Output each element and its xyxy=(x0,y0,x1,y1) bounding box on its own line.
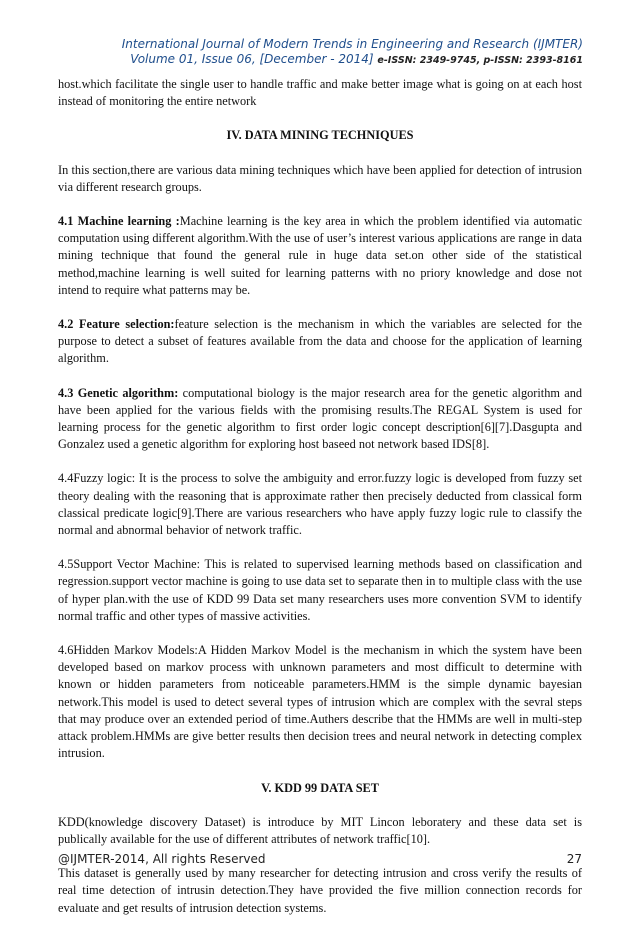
journal-issue-line xyxy=(43,52,583,68)
paragraph-4-6: 4.6Hidden Markov Models:A Hidden Markov Model is the mechanism in which the system have been developed based on markov process with unknown parameters and most difficult to determine with known or hidden parameters from noticeable parameters.HMM is the simple dynamic bayesian network.This model is used to detect several types of intrusion which are complex with the sevral steps that may produce over an extended period of time.Authers describe that the HMMs are well in multi-step attack problem.HMMs are give better results then decision trees and neural network in detecting complex intrusion. xyxy=(58,643,582,761)
footer-copyright: @IJMTER-2014, All rights Reserved xyxy=(58,852,266,866)
paragraph-5-a: KDD(knowledge discovery Dataset) is introduce by MIT Lincon leboratery and these data set is publically available for the use of different attributes of network traffic[10]. xyxy=(58,814,582,846)
paragraph-4-3-heading: 4.3 Genetic algorithm: xyxy=(58,385,179,400)
paragraph-4-2-text: feature selection is the mechanism in which the variables are selected for the purpose to detect a subset of features available from the data and choose for the application of learning algorithm. xyxy=(58,317,582,366)
page-number: 27 xyxy=(566,852,582,866)
paragraph-4-3-text: computational biology is the major research area for the genetic algorithm and have been applied for the various fields with the promising results.The REGAL System is used for learning process for the genetic algorithm to first order logic concept description[6][7].Dasgupta and Gonzalez used a genetic algorithm for exploring host baseed not network based IDS[8]. xyxy=(58,385,583,452)
section-5-heading: V. KDD 99 DATA SET xyxy=(261,780,379,795)
paragraph-4-1-heading: 4.1 Machine learning : xyxy=(58,214,180,229)
paragraph-4-5: 4.5Support Vector Machine: This is related to supervised learning methods based on classification and regression.support vector machine is going to use data set to separate then in to multiple class with the use of hyper plan.with the use of KDD 99 Data set many researchers uses more convention SVM to identify normal traffic and other types of massive activities. xyxy=(58,557,582,623)
paragraph-4-1 xyxy=(58,213,582,299)
journal-volume: Volume 01, Issue 06, [December - 2014] xyxy=(130,52,374,66)
section-4-heading: IV. DATA MINING TECHNIQUES xyxy=(226,128,414,143)
paragraph-4-3 xyxy=(58,385,582,454)
paragraph-4-1-text: Machine learning is the key area in which the problem identified via automatic computation using different algorithm.With the use of user’s interest various applications are range in data mining technique that found the general rule in huge data set.on other side of the statistical method,machine learning is well suited for learning patterns with no priory knowledge and dose not intend to require what patterns may be. xyxy=(58,214,582,297)
paragraph-4-4: 4.4Fuzzy logic: It is the process to solve the ambiguity and error.fuzzy logic is developed from fuzzy set theory dealing with the reasoning that is approximate rather then precisely deducted from classical form classical predicate logic[9].There are various researchers who have apply fuzzy logic rule to classify the normal and abnormal behavior of network traffic. xyxy=(58,471,582,538)
paragraph-5-b: This dataset is generally used by many researcher for detecting intrusion and cross verify the results of real time detection of intrusin detection.They have provided the five million connection records for evaluate and get results of intrusion detection systems. xyxy=(58,866,582,915)
section-4-intro: In this section,there are various data mining techniques which have been applied for detection of intrusion via different research groups. xyxy=(58,162,582,194)
journal-title: International Journal of Modern Trends in Engineering and Research (IJMTER) xyxy=(121,37,583,51)
page-footer xyxy=(58,852,582,866)
journal-issn: e-ISSN: 2349-9745, p-ISSN: 2393-8161 xyxy=(377,55,583,66)
intro-paragraph: host.which facilitate the single user to handle traffic and make better image what is going on at each host instead of monitoring the entire network xyxy=(58,77,582,109)
article-body xyxy=(58,76,582,934)
paragraph-4-2 xyxy=(58,316,582,368)
journal-header xyxy=(43,37,583,68)
paragraph-4-2-heading: 4.2 Feature selection: xyxy=(58,317,175,332)
